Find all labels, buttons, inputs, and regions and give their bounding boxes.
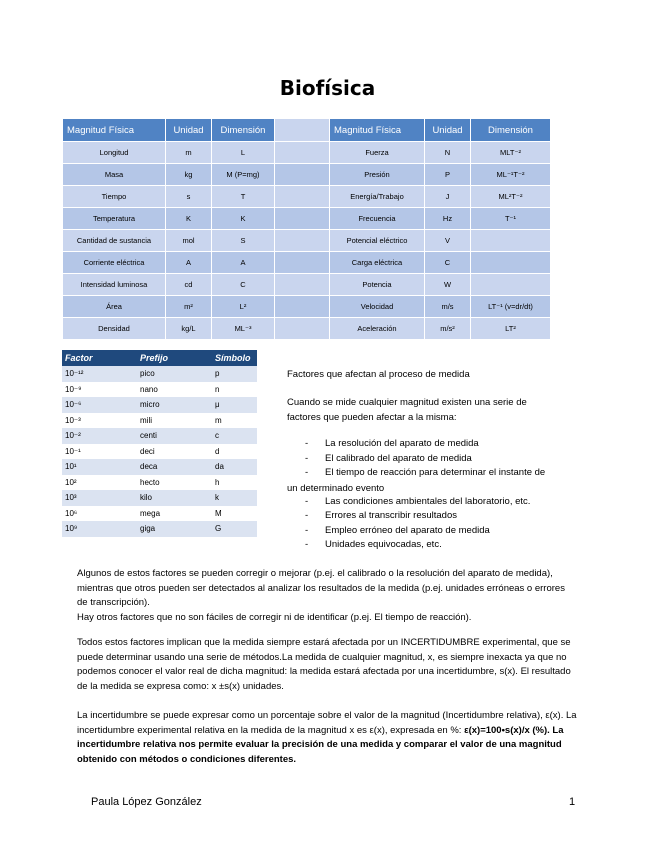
factors-table bbox=[62, 350, 257, 537]
table-cell: d bbox=[212, 444, 257, 460]
table-cell: kg/L bbox=[166, 318, 212, 340]
table-cell: Carga eléctrica bbox=[330, 252, 425, 274]
table-cell: Potencial eléctrico bbox=[330, 230, 425, 252]
table-cell: T⁻¹ bbox=[471, 208, 551, 230]
table-row bbox=[63, 186, 551, 208]
table-cell: mili bbox=[137, 413, 212, 429]
footer-page-number: 1 bbox=[569, 796, 576, 808]
table-row bbox=[62, 521, 257, 537]
table-row bbox=[63, 230, 551, 252]
table-cell: mega bbox=[137, 506, 212, 522]
table-cell: T bbox=[212, 186, 275, 208]
list-item-text: El calibrado del aparato de medida bbox=[325, 453, 472, 464]
table-cell: 10⁻³ bbox=[62, 413, 137, 429]
table-cell: n bbox=[212, 382, 257, 398]
table-cell: S bbox=[212, 230, 275, 252]
paragraph-1b: Hay otros factores que no son fáciles de corregir ni de identificar (p.ej. El tiempo de reacción). bbox=[77, 611, 472, 623]
table-cell: ML⁻¹T⁻² bbox=[471, 164, 551, 186]
table-cell: Temperatura bbox=[63, 208, 166, 230]
table-cell: L² bbox=[212, 296, 275, 318]
table-cell: pico bbox=[137, 366, 212, 382]
factors-heading: Factores que afectan al proceso de medida bbox=[287, 369, 470, 380]
table-cell: micro bbox=[137, 397, 212, 413]
table-cell: LT⁻¹ (v=dr/dt) bbox=[471, 296, 551, 318]
table-row bbox=[62, 366, 257, 382]
table-cell: giga bbox=[137, 521, 212, 537]
table-row bbox=[62, 475, 257, 491]
list-item-text: Empleo erróneo del aparato de medida bbox=[325, 525, 490, 536]
table-cell bbox=[275, 208, 330, 230]
table-cell bbox=[275, 142, 330, 164]
table-cell: K bbox=[166, 208, 212, 230]
table-cell: J bbox=[425, 186, 471, 208]
magnitudes-header-row bbox=[63, 119, 551, 142]
table-row bbox=[62, 397, 257, 413]
table-cell: 10³ bbox=[62, 490, 137, 506]
table-cell: Energía/Trabajo bbox=[330, 186, 425, 208]
table-cell: deci bbox=[137, 444, 212, 460]
table-cell: Tiempo bbox=[63, 186, 166, 208]
table-cell: V bbox=[425, 230, 471, 252]
table-cell: m/s² bbox=[425, 318, 471, 340]
table-row bbox=[62, 506, 257, 522]
table-cell: 10⁻⁶ bbox=[62, 397, 137, 413]
paragraph-3-text: La incertidumbre se puede expresar como un porcentaje sobre el valor de la magnitud (Incertidumbre relativa), ε(x). La incertidumbre experimental relativa en la medida de la magnitud x es ε(x), expresada en %: bbox=[77, 710, 577, 736]
table-cell: ML⁻³ bbox=[212, 318, 275, 340]
table-cell: Potencia bbox=[330, 274, 425, 296]
table-cell bbox=[471, 252, 551, 274]
table-cell: da bbox=[212, 459, 257, 475]
magnitudes-header-cell: Unidad bbox=[425, 119, 471, 142]
bullet-continuation: un determinado evento bbox=[287, 483, 385, 494]
table-cell: 10⁹ bbox=[62, 521, 137, 537]
table-cell bbox=[275, 230, 330, 252]
table-row bbox=[63, 208, 551, 230]
table-cell: MLT⁻² bbox=[471, 142, 551, 164]
list-item-text: El tiempo de reacción para determinar el instante de bbox=[325, 467, 546, 478]
list-item-text: Las condiciones ambientales del laboratorio, etc. bbox=[325, 496, 531, 507]
magnitudes-header-cell: Dimensión bbox=[471, 119, 551, 142]
table-cell: M (P=mg) bbox=[212, 164, 275, 186]
footer-author: Paula López González bbox=[91, 796, 202, 808]
table-cell: nano bbox=[137, 382, 212, 398]
table-cell: A bbox=[212, 252, 275, 274]
table-cell: Aceleración bbox=[330, 318, 425, 340]
table-cell: Longitud bbox=[63, 142, 166, 164]
table-cell: hecto bbox=[137, 475, 212, 491]
table-cell: L bbox=[212, 142, 275, 164]
table-cell bbox=[275, 186, 330, 208]
table-row bbox=[62, 490, 257, 506]
table-cell: μ bbox=[212, 397, 257, 413]
list-item-text: Unidades equivocadas, etc. bbox=[325, 539, 442, 550]
factors-intro: Cuando se mide cualquier magnitud existen una serie de factores que pueden afectar a la misma: bbox=[287, 397, 527, 423]
table-cell bbox=[471, 230, 551, 252]
table-cell: mol bbox=[166, 230, 212, 252]
paragraph-1a: Algunos de estos factores se pueden corregir o mejorar (p.ej. el calibrado o la resolución del aparato de medida), mientras que otros pueden ser detectados al analizar los resultados de la medida (p.ej. unidades erróneas o errores de transcripción). bbox=[77, 568, 565, 608]
table-cell: centi bbox=[137, 428, 212, 444]
page-title: Biofísica bbox=[279, 76, 376, 100]
table-cell: m² bbox=[166, 296, 212, 318]
table-cell: Cantidad de sustancia bbox=[63, 230, 166, 252]
table-cell: kg bbox=[166, 164, 212, 186]
paragraph-2: Todos estos factores implican que la medida siempre estará afectada por un INCERTIDUMBRE experimental, que se puede determinar usando una serie de métodos.La medida de cualquier magnitud, x, es siempre inexacta ya que no podemos conocer el valor real de dicha magnitud: la medida estará afectada por una incertidumbre, s(x). El resultado de la medida se expresa como: x ±s(x) unidades. bbox=[77, 637, 571, 692]
table-cell bbox=[275, 274, 330, 296]
table-cell: C bbox=[425, 252, 471, 274]
table-cell: Velocidad bbox=[330, 296, 425, 318]
table-cell: Frecuencia bbox=[330, 208, 425, 230]
table-row bbox=[63, 252, 551, 274]
table-cell: ML²T⁻² bbox=[471, 186, 551, 208]
table-cell: N bbox=[425, 142, 471, 164]
table-cell: 10¹ bbox=[62, 459, 137, 475]
table-cell: M bbox=[212, 506, 257, 522]
table-cell: G bbox=[212, 521, 257, 537]
table-row bbox=[62, 444, 257, 460]
table-row bbox=[62, 428, 257, 444]
table-cell: Área bbox=[63, 296, 166, 318]
magnitudes-header-cell: Magnitud Física bbox=[330, 119, 425, 142]
table-cell: kilo bbox=[137, 490, 212, 506]
table-row bbox=[63, 164, 551, 186]
table-row bbox=[63, 318, 551, 340]
table-cell bbox=[275, 252, 330, 274]
table-row bbox=[63, 274, 551, 296]
table-cell: W bbox=[425, 274, 471, 296]
table-cell: 10⁶ bbox=[62, 506, 137, 522]
table-cell: Fuerza bbox=[330, 142, 425, 164]
table-cell: C bbox=[212, 274, 275, 296]
table-cell: Densidad bbox=[63, 318, 166, 340]
magnitudes-header-cell: Magnitud Física bbox=[63, 119, 166, 142]
table-cell: P bbox=[425, 164, 471, 186]
factors-header-cell: Símbolo bbox=[212, 350, 257, 366]
table-cell bbox=[275, 164, 330, 186]
table-cell: cd bbox=[166, 274, 212, 296]
magnitudes-header-cell: Dimensión bbox=[212, 119, 275, 142]
table-cell: p bbox=[212, 366, 257, 382]
list-item-text: La resolución del aparato de medida bbox=[325, 438, 479, 449]
table-row bbox=[62, 413, 257, 429]
table-cell: m bbox=[166, 142, 212, 164]
factors-header-row bbox=[62, 350, 257, 366]
magnitudes-header-cell: Unidad bbox=[166, 119, 212, 142]
list-item-text: Errores al transcribir resultados bbox=[325, 510, 457, 521]
table-cell: h bbox=[212, 475, 257, 491]
factors-header-cell: Factor bbox=[62, 350, 137, 366]
table-cell: 10⁻² bbox=[62, 428, 137, 444]
magnitudes-header-cell bbox=[275, 119, 330, 142]
table-cell: Hz bbox=[425, 208, 471, 230]
table-cell: A bbox=[166, 252, 212, 274]
table-cell: m/s bbox=[425, 296, 471, 318]
table-cell: Intensidad luminosa bbox=[63, 274, 166, 296]
table-row bbox=[62, 382, 257, 398]
table-cell: k bbox=[212, 490, 257, 506]
table-cell: LT² bbox=[471, 318, 551, 340]
table-cell bbox=[275, 318, 330, 340]
table-cell: deca bbox=[137, 459, 212, 475]
table-cell bbox=[471, 274, 551, 296]
table-cell: K bbox=[212, 208, 275, 230]
table-row bbox=[62, 459, 257, 475]
table-cell: 10⁻¹ bbox=[62, 444, 137, 460]
table-row bbox=[63, 142, 551, 164]
paragraph-3-bold: ε(x)=100•s(x)/x (%). La incertidumbre relativa nos permite evaluar la precisión de una medida y comparar el valor de una magnitud obtenido con métodos o condiciones diferentes. bbox=[77, 724, 564, 765]
table-cell: 10⁻¹² bbox=[62, 366, 137, 382]
table-cell: c bbox=[212, 428, 257, 444]
table-cell: 10⁻⁹ bbox=[62, 382, 137, 398]
table-cell: m bbox=[212, 413, 257, 429]
table-row bbox=[63, 296, 551, 318]
paragraph-3 bbox=[77, 709, 577, 767]
magnitudes-table bbox=[62, 118, 551, 340]
paragraph-1 bbox=[77, 567, 577, 625]
table-cell: 10² bbox=[62, 475, 137, 491]
factors-header-cell: Prefijo bbox=[137, 350, 212, 366]
table-cell bbox=[275, 296, 330, 318]
table-cell: Masa bbox=[63, 164, 166, 186]
table-cell: Corriente eléctrica bbox=[63, 252, 166, 274]
table-cell: s bbox=[166, 186, 212, 208]
table-cell: Presión bbox=[330, 164, 425, 186]
